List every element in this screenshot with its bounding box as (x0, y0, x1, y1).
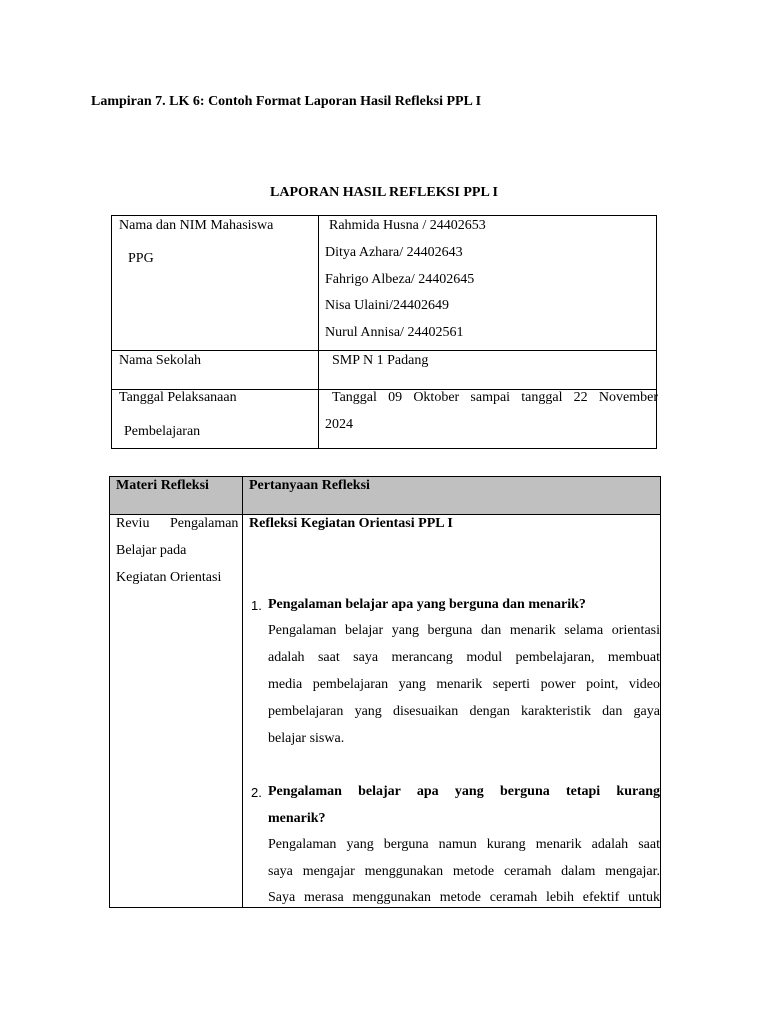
materi-text: Pengalaman (170, 516, 239, 531)
school-value: SMP N 1 Padang (332, 353, 429, 368)
identity-table (111, 215, 657, 449)
col-header-materi: Materi Refleksi (116, 478, 209, 493)
student-entry: Fahrigo Albeza/ 24402645 (325, 272, 475, 287)
answer-2-line: saya mengajar menggunakan metode ceramah dalam mengajar. (268, 864, 660, 879)
student-entry: Nurul Annisa/ 24402561 (325, 325, 464, 340)
column-divider (242, 477, 243, 907)
student-entry: Rahmida Husna / 24402653 (329, 218, 486, 233)
col-header-pertanyaan: Pertanyaan Refleksi (249, 478, 370, 493)
answer-2-line: Pengalaman yang berguna namun kurang menarik adalah saat (268, 837, 660, 852)
reflection-table (109, 476, 661, 908)
report-title: LAPORAN HASIL REFLEKSI PPL I (270, 185, 498, 200)
question-2: Pengalaman belajar apa yang berguna tetapi kurang (268, 784, 660, 799)
list-number: 1. (251, 598, 262, 613)
answer-1-line: belajar siswa. (268, 731, 345, 746)
materi-text: Reviu (116, 516, 150, 531)
date-label: Tanggal Pelaksanaan (119, 390, 237, 405)
student-label-ppg: PPG (128, 251, 154, 266)
materi-text: Belajar pada (116, 543, 187, 558)
materi-text: Kegiatan Orientasi (116, 570, 222, 585)
date-value-year: 2024 (325, 417, 353, 432)
answer-1-line: media pembelajaran yang menarik seperti power point, video (268, 677, 660, 692)
appendix-heading: Lampiran 7. LK 6: Contoh Format Laporan Hasil Refleksi PPL I (91, 94, 482, 109)
question-2-continued: menarik? (268, 811, 326, 826)
student-entry: Ditya Azhara/ 24402643 (325, 245, 463, 260)
student-entry: Nisa Ulaini/24402649 (325, 298, 450, 313)
column-divider (318, 216, 319, 448)
section-title: Refleksi Kegiatan Orientasi PPL I (249, 516, 453, 531)
question-1: Pengalaman belajar apa yang berguna dan menarik? (268, 597, 586, 612)
student-label: Nama dan NIM Mahasiswa (119, 218, 274, 233)
answer-1-line: adalah saat saya merancang modul pembelajaran, membuat (268, 650, 660, 665)
list-number: 2. (251, 785, 262, 800)
answer-2-line: Saya merasa menggunakan metode ceramah lebih efektif untuk (268, 890, 660, 905)
date-value: Tanggal 09 Oktober sampai tanggal 22 November (332, 390, 658, 405)
row-divider (112, 350, 656, 351)
date-label-line2: Pembelajaran (124, 424, 201, 439)
answer-1-line: pembelajaran yang disesuaikan dengan karakteristik dan gaya (268, 704, 660, 719)
school-label: Nama Sekolah (119, 353, 202, 368)
header-divider (110, 514, 660, 515)
answer-1-line: Pengalaman belajar yang berguna dan menarik selama orientasi (268, 623, 660, 638)
